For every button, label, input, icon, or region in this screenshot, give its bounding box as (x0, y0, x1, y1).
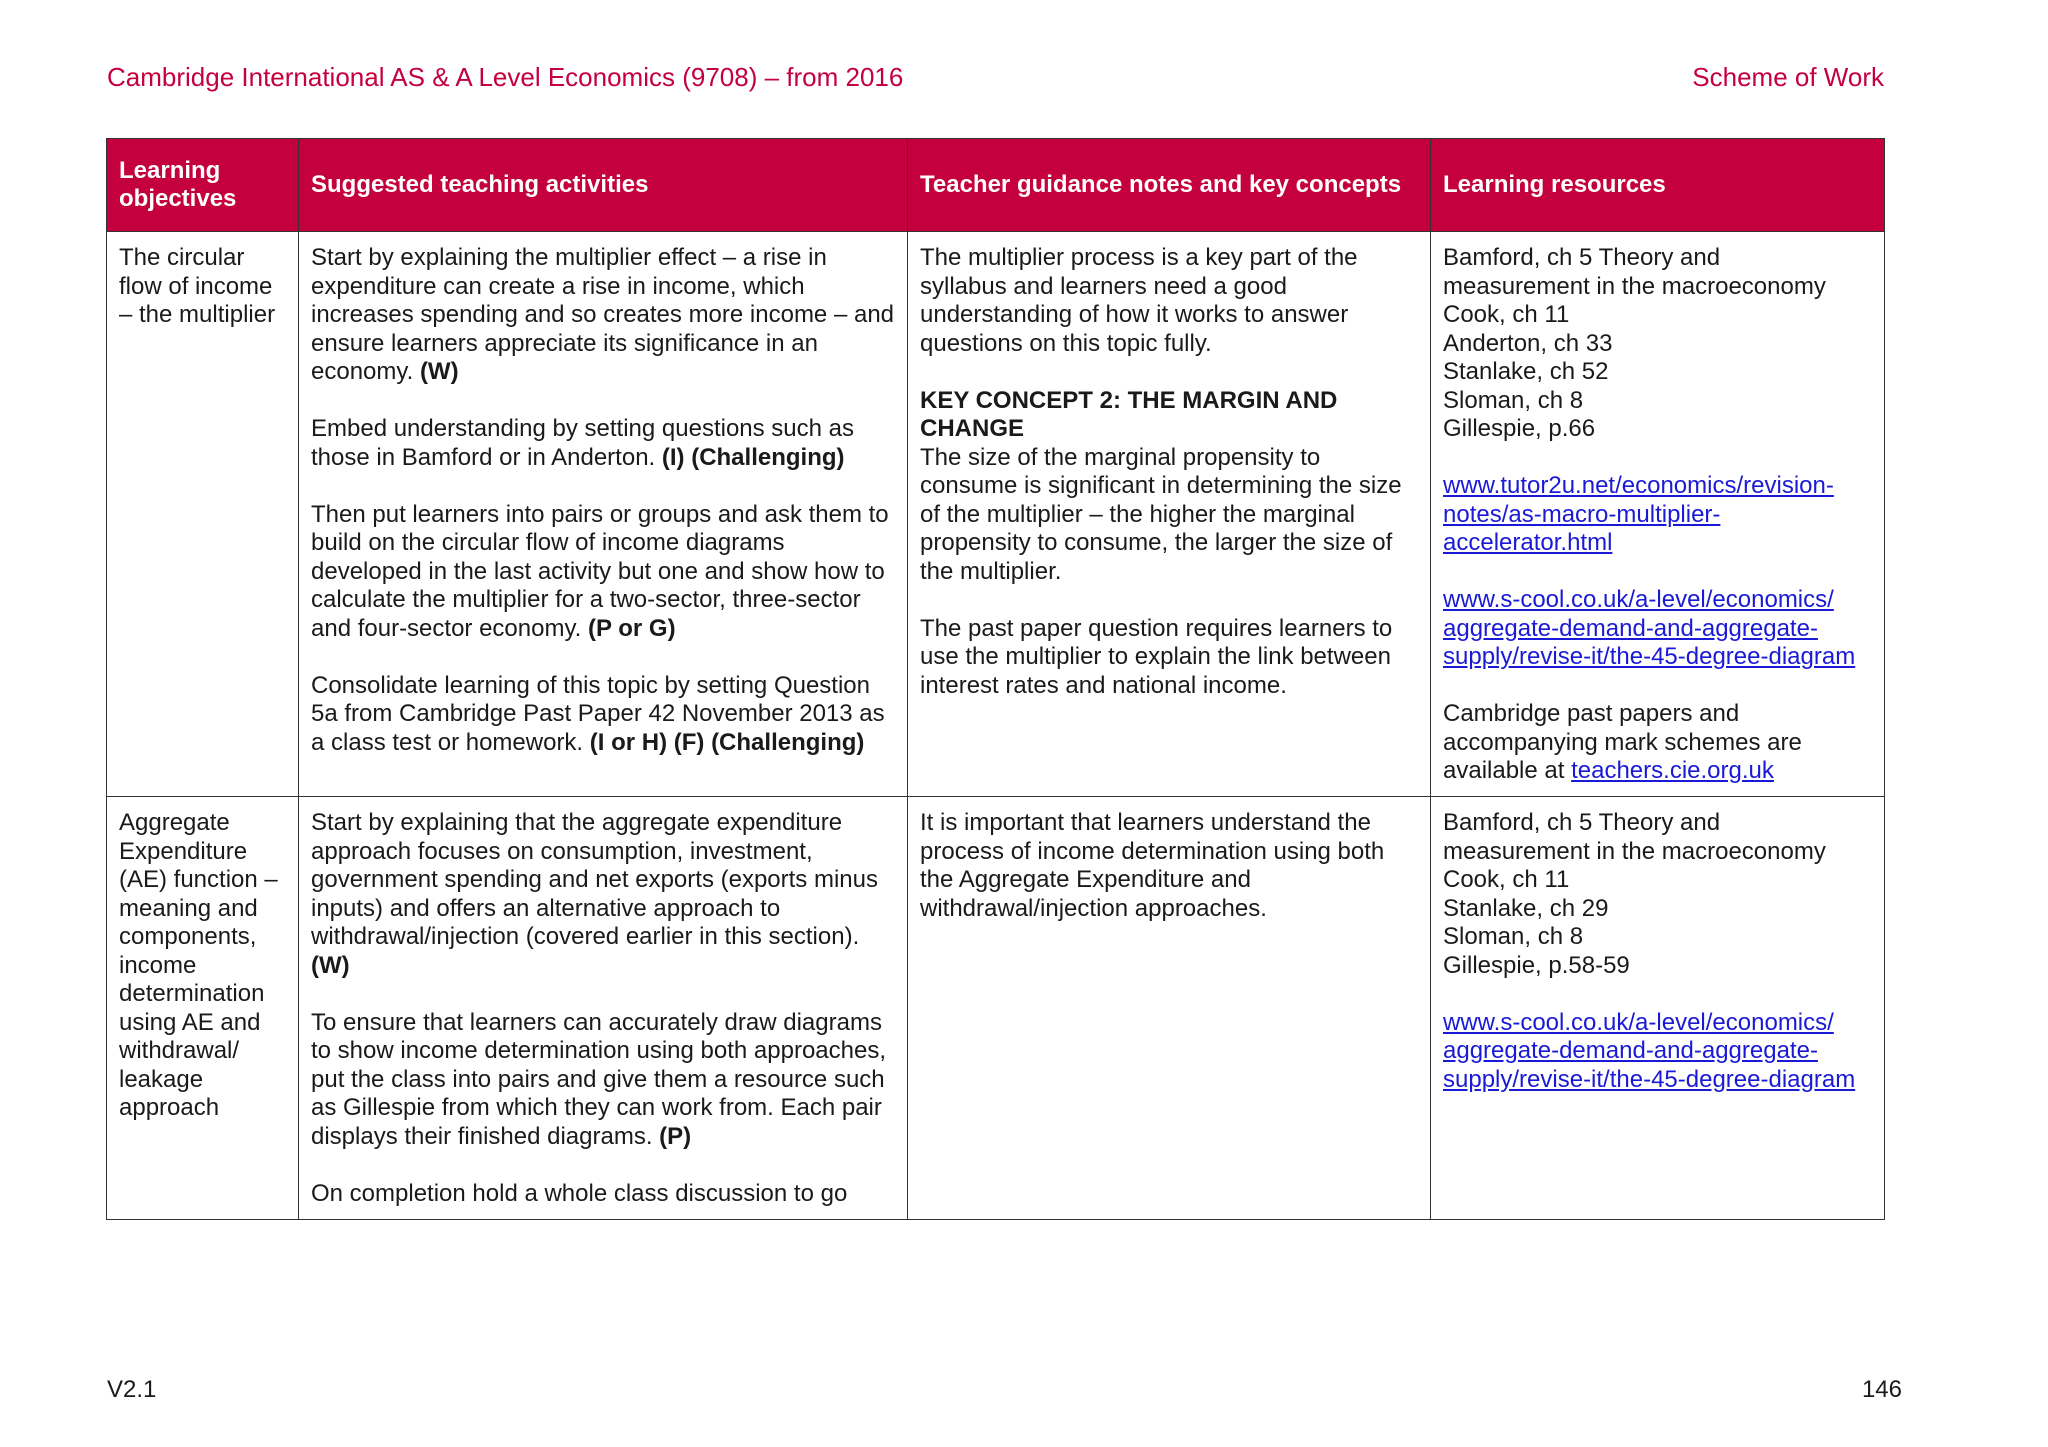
resources-cell (1431, 797, 1885, 1220)
resource-book: Stanlake, ch 29 (1443, 894, 1609, 922)
resource-link-tutor2u[interactable] (1443, 472, 1872, 558)
activity-tag: (W) (419, 358, 459, 385)
table-row (107, 232, 1885, 797)
resource-link-scool[interactable] (1443, 1009, 1872, 1095)
page-number: 146 (1861, 1376, 1902, 1403)
activity-tag: (I or H) (F) (Challenging) (589, 728, 865, 756)
guidance-outro: The past paper question requires learners to use the multiplier to explain the link between interest rates and national income. (920, 614, 1393, 699)
activity-paragraph: Consolidate learning of this topic by setting Question 5a from Cambridge Past Paper 42 November 2013 as a class test or homework. (I or H) (F) (Challenging) (311, 671, 885, 756)
version-label: V2.1 (107, 1376, 157, 1403)
guidance-cell (908, 232, 1431, 797)
resources-cell (1431, 232, 1885, 797)
resource-book: Bamford, ch 5 Theory and measurement in the macroeconomy (1443, 809, 1826, 865)
col-header-resources: Learning resources (1431, 139, 1885, 232)
resource-link-scool[interactable] (1443, 586, 1872, 672)
activity-paragraph: Embed understanding by setting questions such as those in Bamford or in Anderton. (I) (Challenging) (311, 415, 855, 471)
resource-book: Sloman, ch 8 (1443, 923, 1584, 950)
resource-book: Gillespie, p.58-59 (1443, 951, 1630, 979)
activity-paragraph: Start by explaining that the aggregate expenditure approach focuses on consumption, investment, government spending and net exports (exports minus inputs) and offers an alternative approach to withdrawal/injection (covered earlier in this section). (W) (311, 809, 878, 979)
resource-link-line[interactable]: www.s-cool.co.uk/a-level/economics/ (1443, 586, 1834, 613)
document-title: Cambridge International AS & A Level Economics (9708) – from 2016 (107, 62, 904, 92)
resource-book: Cook, ch 11 (1443, 301, 1570, 328)
activity-tag: (W) (311, 951, 350, 979)
resource-link-line[interactable]: supply/revise-it/the-45-degree-diagram (1443, 643, 1856, 670)
resource-link-line[interactable]: notes/as-macro-multiplier- (1443, 500, 1721, 528)
teachers-cie-link[interactable]: teachers.cie.org.uk (1571, 757, 1774, 784)
activity-paragraph: To ensure that learners can accurately draw diagrams to show income determination using both approaches, put the class into pairs and give them a resource such as Gillespie from which they can work from. Each pair displays their finished diagrams. (P) (311, 1008, 887, 1150)
col-header-guidance: Teacher guidance notes and key concepts (908, 139, 1431, 232)
guidance-intro: The multiplier process is a key part of the syllabus and learners need a good understanding of how it works to answer questions on this topic fully. (920, 244, 1358, 357)
resource-book: Gillespie, p.66 (1443, 415, 1596, 442)
objective-text: The circular flow of income – the multiplier (119, 244, 276, 328)
key-concept-text: The size of the marginal propensity to consume is significant in determining the size of the multiplier – the higher the marginal propensity to consume, the larger the size of the multiplier. (920, 443, 1402, 585)
document-type: Scheme of Work (1692, 62, 1884, 92)
resource-link-line[interactable]: accelerator.html (1443, 529, 1613, 556)
table-row (107, 797, 1885, 1220)
resource-book: Bamford, ch 5 Theory and measurement in the macroeconomy (1443, 244, 1826, 300)
resource-book-list (1443, 244, 1872, 444)
resource-link-line[interactable]: www.s-cool.co.uk/a-level/economics/ (1443, 1008, 1834, 1036)
resource-link-line[interactable]: aggregate-demand-and-aggregate- (1443, 1037, 1818, 1064)
activity-tag: (P) (659, 1122, 692, 1150)
col-header-activities: Suggested teaching activities (299, 139, 908, 232)
resource-book: Cook, ch 11 (1443, 866, 1570, 893)
objective-cell (107, 232, 299, 797)
resource-link-line[interactable]: supply/revise-it/the-45-degree-diagram (1443, 1065, 1856, 1093)
activity-tag: (I) (Challenging) (661, 443, 845, 471)
objective-text: Aggregate Expenditure (AE) function – meaning and components, income determination using AE and withdrawal/ leakage approach (119, 809, 278, 1121)
resource-book: Stanlake, ch 52 (1443, 358, 1609, 385)
guidance-cell (908, 797, 1431, 1220)
activity-paragraph: On completion hold a whole class discussion to go (311, 1179, 848, 1207)
guidance-key-concept-block (920, 387, 1418, 587)
activity-tag: (P or G) (588, 614, 676, 642)
activity-paragraph: Then put learners into pairs or groups and ask them to build on the circular flow of income diagrams developed in the last activity but one and show how to calculate the multiplier for a two-sector, three-sector and four-sector economy. (P or G) (311, 500, 889, 642)
col-header-objectives: Learning objectives (107, 139, 299, 232)
activities-cell (299, 797, 908, 1220)
key-concept-heading: KEY CONCEPT 2: THE MARGIN AND CHANGE (920, 386, 1338, 442)
resource-book: Sloman, ch 8 (1443, 386, 1584, 414)
resource-link-line[interactable]: aggregate-demand-and-aggregate- (1443, 614, 1818, 642)
scheme-of-work-table (106, 138, 1885, 1220)
resource-link-line[interactable]: www.tutor2u.net/economics/revision- (1443, 472, 1834, 499)
objective-cell (107, 797, 299, 1220)
past-papers-note: Cambridge past papers and accompanying mark schemes are available at teachers.cie.org.uk (1443, 700, 1802, 784)
resource-book-list (1443, 809, 1872, 980)
table-header-row (107, 139, 1885, 232)
activity-paragraph: Start by explaining the multiplier effect – a rise in expenditure can create a rise in income, which increases spending and so creates more income – and ensure learners appreciate its significance in an economy. (W) (311, 244, 895, 385)
resource-book: Anderton, ch 33 (1443, 329, 1613, 357)
guidance-intro: It is important that learners understand the process of income determination using both the Aggregate Expenditure and withdrawal/injection approaches. (920, 809, 1385, 922)
activities-cell (299, 232, 908, 797)
